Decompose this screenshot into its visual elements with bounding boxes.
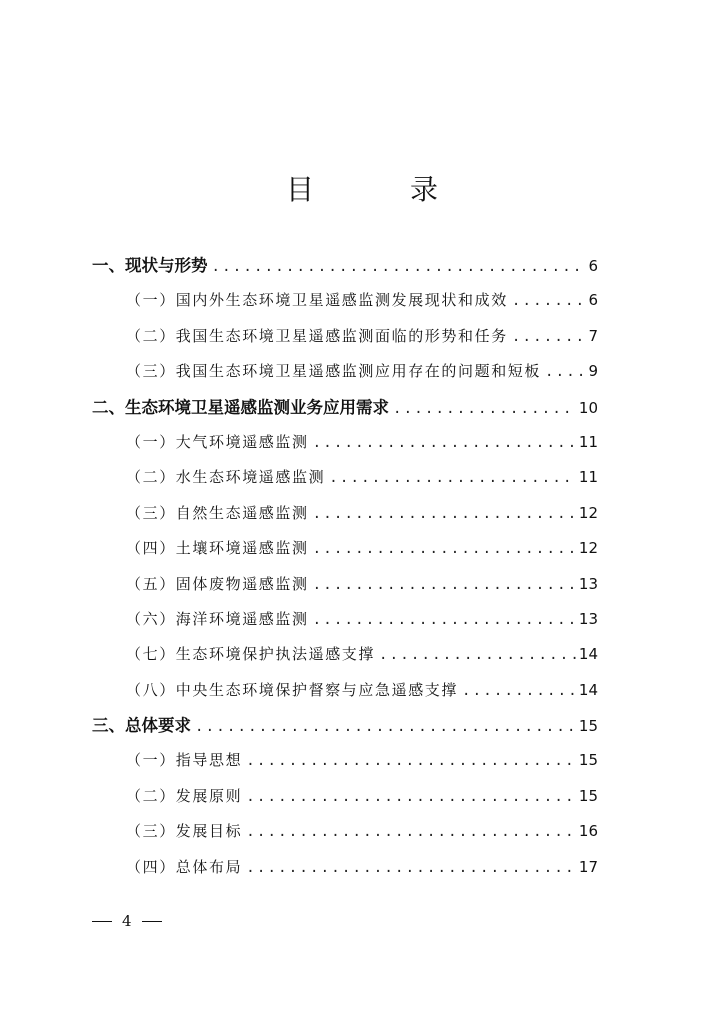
toc-dot-leader <box>393 392 576 427</box>
toc-dot-leader <box>246 780 576 815</box>
toc-entry-page-number: 7 <box>588 326 598 345</box>
toc-entry-label: （一）指导思想 <box>126 751 243 770</box>
toc-dot-leader <box>313 426 576 461</box>
toc-subsection-entry[interactable] <box>92 743 598 778</box>
toc-dot-leader <box>545 355 585 390</box>
toc-entry-page-number: 9 <box>588 362 598 381</box>
toc-entry-label: （二）水生态环境遥感监测 <box>126 468 326 487</box>
toc-entry-label: （一）大气环境遥感监测 <box>126 432 309 451</box>
toc-entry-page-number: 13 <box>578 609 598 628</box>
toc-subsection-entry[interactable] <box>92 319 598 354</box>
toc-entry-page-number: 17 <box>578 857 598 876</box>
toc-entry-label: （三）自然生态遥感监测 <box>126 503 309 522</box>
toc-subsection-entry[interactable] <box>92 850 598 885</box>
toc-dot-leader <box>246 851 576 886</box>
footer-page-number: 4 <box>122 912 132 930</box>
toc-entry-label: 二、生态环境卫星遥感监测业务应用需求 <box>92 397 389 417</box>
toc-entry-page-number: 12 <box>578 503 598 522</box>
toc-dot-leader <box>512 284 586 319</box>
toc-subsection-entry[interactable] <box>92 673 598 708</box>
toc-entry-page-number: 6 <box>588 257 598 275</box>
toc-entry-label: （六）海洋环境遥感监测 <box>126 609 309 628</box>
toc-entry-label: 三、总体要求 <box>92 716 191 736</box>
toc-dot-leader <box>379 638 576 673</box>
toc-section-entry[interactable] <box>92 390 598 425</box>
toc-dot-leader <box>313 568 576 603</box>
toc-entry-page-number: 15 <box>578 786 598 805</box>
toc-entry-page-number: 15 <box>578 717 598 736</box>
toc-entry-label: （四）总体布局 <box>126 857 243 876</box>
toc-subsection-entry[interactable] <box>92 814 598 849</box>
toc-entry-label: （五）固体废物遥感监测 <box>126 574 309 593</box>
toc-subsection-entry[interactable] <box>92 460 598 495</box>
toc-dot-leader <box>313 532 576 567</box>
toc-dot-leader <box>462 674 576 709</box>
toc-entry-label: （二）我国生态环境卫星遥感监测面临的形势和任务 <box>126 326 508 345</box>
toc-dot-leader <box>246 744 576 779</box>
toc-subsection-entry[interactable] <box>92 637 598 672</box>
toc-subsection-entry[interactable] <box>92 496 598 531</box>
toc-dot-leader <box>246 815 576 850</box>
toc-dot-leader <box>313 603 576 638</box>
toc-entry-label: （三）我国生态环境卫星遥感监测应用存在的问题和短板 <box>126 362 542 381</box>
toc-entry-label: （一）国内外生态环境卫星遥感监测发展现状和成效 <box>126 291 508 310</box>
toc-subsection-entry[interactable] <box>92 567 598 602</box>
toc-entry-label: （七）生态环境保护执法遥感支撑 <box>126 645 376 664</box>
toc-dot-leader <box>313 497 576 532</box>
toc-dot-leader <box>212 250 586 285</box>
toc-entry-label: 一、现状与形势 <box>92 256 208 275</box>
toc-entry-page-number: 6 <box>588 291 598 310</box>
page-footer <box>92 912 162 930</box>
toc-dot-leader <box>195 710 576 745</box>
footer-dash-right <box>142 921 162 922</box>
toc-subsection-entry[interactable] <box>92 602 598 637</box>
toc-entry-page-number: 16 <box>578 822 598 841</box>
page-title: 目 录 <box>285 173 472 206</box>
toc-entry-page-number: 11 <box>578 432 598 451</box>
toc-entry-label: （二）发展原则 <box>126 786 243 805</box>
toc-entry-page-number: 13 <box>578 574 598 593</box>
table-of-contents <box>92 248 598 885</box>
toc-subsection-entry[interactable] <box>92 531 598 566</box>
toc-entry-page-number: 14 <box>578 645 598 664</box>
toc-entry-page-number: 15 <box>578 751 598 770</box>
toc-entry-page-number: 10 <box>578 398 598 417</box>
toc-entry-page-number: 12 <box>578 539 598 558</box>
toc-subsection-entry[interactable] <box>92 779 598 814</box>
toc-dot-leader <box>512 320 586 355</box>
toc-entry-label: （四）土壤环境遥感监测 <box>126 539 309 558</box>
footer-dash-left <box>92 921 112 922</box>
toc-section-entry[interactable] <box>92 248 598 283</box>
toc-entry-page-number: 14 <box>578 680 598 699</box>
toc-dot-leader <box>329 461 576 496</box>
toc-subsection-entry[interactable] <box>92 283 598 318</box>
toc-subsection-entry[interactable] <box>92 425 598 460</box>
toc-section-entry[interactable] <box>92 708 598 743</box>
toc-subsection-entry[interactable] <box>92 354 598 389</box>
toc-entry-label: （八）中央生态环境保护督察与应急遥感支撑 <box>126 680 459 699</box>
toc-entry-label: （三）发展目标 <box>126 822 243 841</box>
toc-entry-page-number: 11 <box>578 468 598 487</box>
